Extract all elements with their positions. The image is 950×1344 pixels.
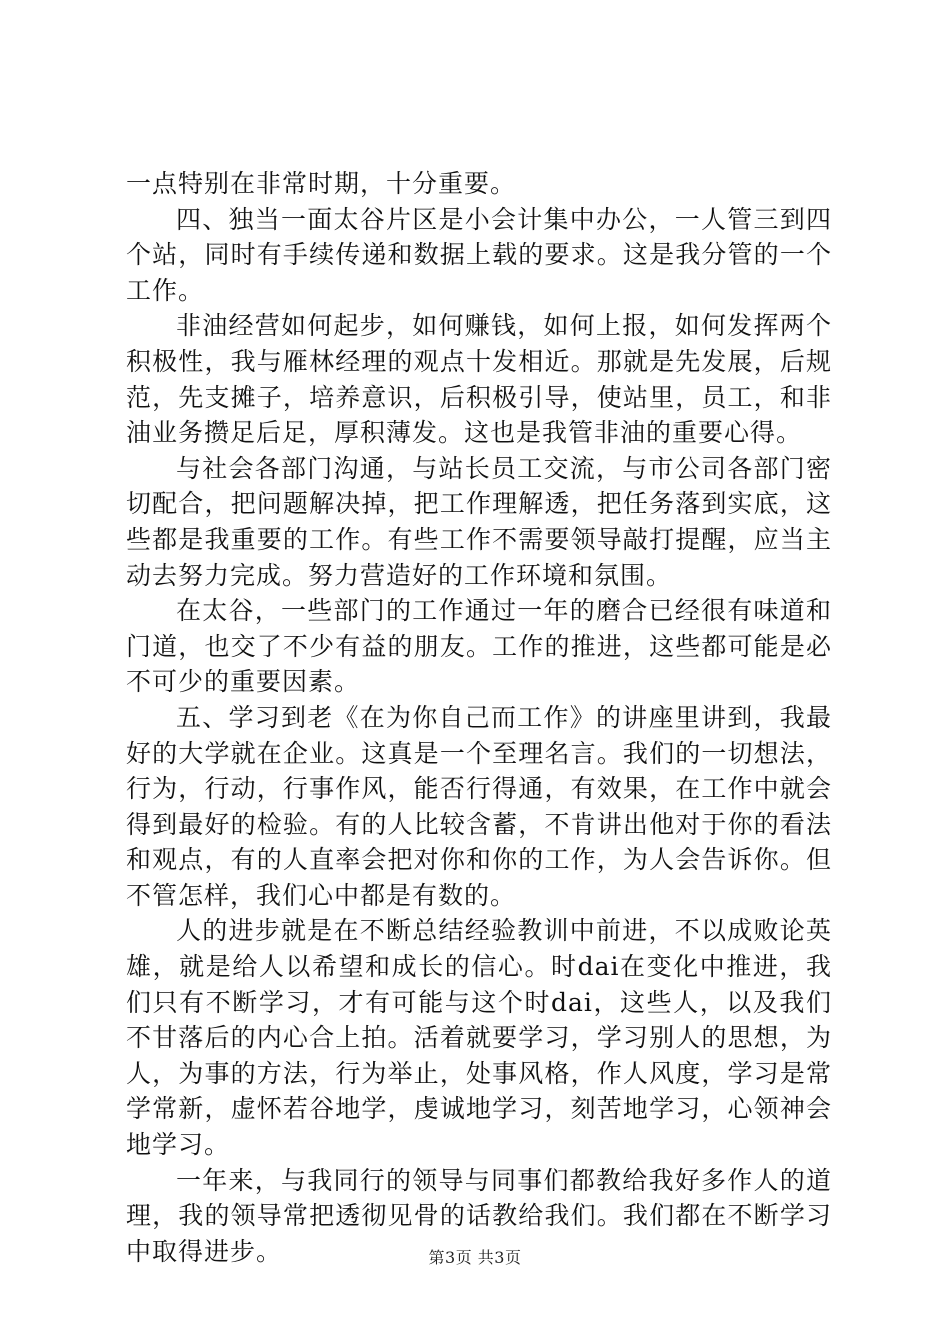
paragraph: 一年来，与我同行的领导与同事们都教给我好多作人的道理，我的领导常把透彻见骨的话教给我们。我们都在不断学习中取得进步。 [126,1165,832,1266]
paragraph: 五、学习到老《在为你自己而工作》的讲座里讲到，我最好的大学就在企业。这真是一个至理名言。我们的一切想法，行为，行动，行事作风，能否行得通，有效果，在工作中就会得到最好的检验。有的人比较含蓄，不肯讲出他对于你的看法和观点，有的人直率会把对你和你的工作，为人会告诉你。但不管怎样，我们心中都是有数的。 [126,702,832,910]
paragraph: 四、独当一面太谷片区是小会计集中办公，一人管三到四个站，同时有手续传递和数据上载的要求。这是我分管的一个工作。 [126,204,832,305]
paragraph: 与社会各部门沟通，与站长员工交流，与市公司各部门密切配合，把问题解决掉，把工作理解透，把任务落到实底，这些都是我重要的工作。有些工作不需要领导敲打提醒，应当主动去努力完成。努力营造好的工作环境和氛围。 [126,453,832,590]
paragraph: 人的进步就是在不断总结经验教训中前进，不以成败论英雄，就是给人以希望和成长的信心。时dai在变化中推进，我们只有不断学习，才有可能与这个时dai，这些人，以及我们不甘落后的内心合上拍。活着就要学习，学习别人的思想，为人，为事的方法，行为举止，处事风格，作人风度，学习是常学常新，虚怀若谷地学，虔诚地学习，刻苦地学习，心领神会地学习。 [126,916,832,1160]
page-footer: 第3页 共3页 [428,1248,522,1267]
paragraph: 一点特别在非常时期，十分重要。 [126,169,517,198]
document-body [126,166,832,1269]
paragraph: 在太谷，一些部门的工作通过一年的磨合已经很有味道和门道，也交了不少有益的朋友。工作的推进，这些都可能是必不可少的重要因素。 [126,596,832,697]
paragraph: 非油经营如何起步，如何赚钱，如何上报，如何发挥两个积极性，我与雁林经理的观点十发相近。那就是先发展，后规范，先支摊子，培养意识，后积极引导，使站里，员工，和非油业务攒足后足，厚积薄发。这也是我管非油的重要心得。 [126,311,832,448]
